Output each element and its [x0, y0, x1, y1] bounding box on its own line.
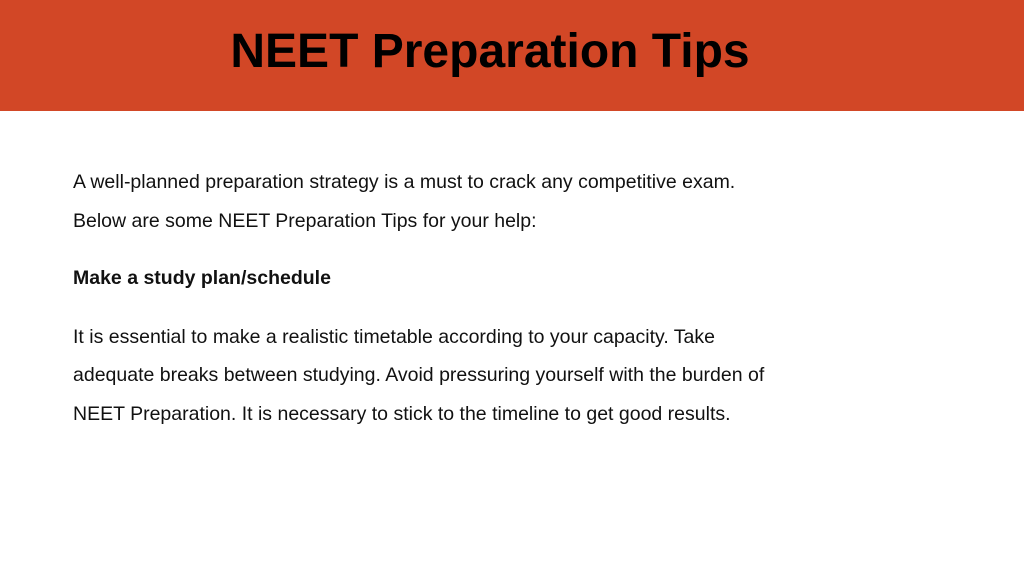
body-line: NEET Preparation. It is necessary to stick to the timeline to get good results.: [73, 402, 731, 425]
body-line: It is essential to make a realistic timetable according to your capacity. Take: [73, 325, 715, 348]
slide-title: NEET Preparation Tips: [230, 25, 750, 78]
intro-line: Below are some NEET Preparation Tips for your help:: [73, 209, 537, 232]
body-line: adequate breaks between studying. Avoid pressuring yourself with the burden of: [73, 364, 765, 386]
intro-paragraph: [73, 163, 873, 240]
section-heading: Make a study plan/schedule: [73, 267, 331, 289]
intro-line: A well-planned preparation strategy is a must to crack any competitive exam.: [73, 171, 736, 193]
title-banner: [0, 0, 1024, 111]
slide-content: [73, 163, 873, 433]
body-paragraph: [73, 318, 873, 434]
